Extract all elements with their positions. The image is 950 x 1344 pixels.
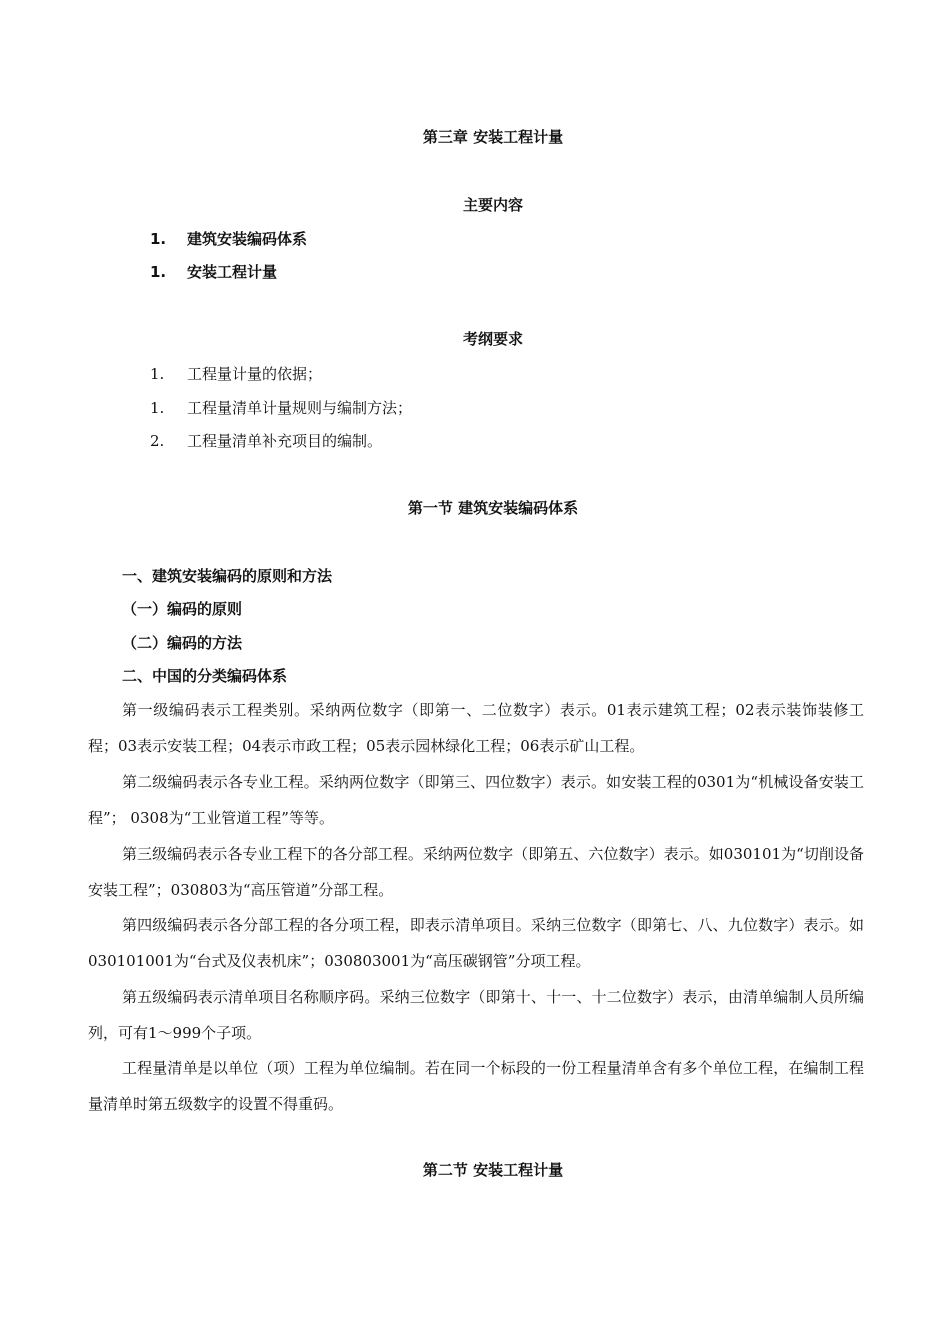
main-content-item: [150, 229, 307, 249]
list-number: 2.: [150, 432, 165, 450]
main-content-heading: 主要内容: [462, 196, 523, 214]
paragraph-level1: 第一级编码表示工程类别。采纳两位数字（即第一、二位数字）表示。01表示建筑工程；02表示装饰装修工程；03表示安装工程；04表示市政工程；05表示园林绿化工程；06表示矿山工程。: [88, 701, 864, 755]
paragraph-level3: 第三级编码表示各专业工程下的各分部工程。采纳两位数字（即第五、六位数字）表示。如030101为“切削设备安装工程”；030803为“高压管道”分部工程。: [88, 845, 864, 899]
list-number: 1.: [150, 263, 167, 281]
list-text: 安装工程计量: [187, 263, 278, 281]
section-heading-1: 一、建筑安装编码的原则和方法: [122, 567, 333, 585]
subheading-principles: （一）编码的原则: [122, 600, 243, 618]
subheading-methods: （二）编码的方法: [122, 634, 243, 652]
section-heading-2: 二、中国的分类编码体系: [122, 667, 288, 685]
list-number: 1.: [150, 399, 165, 417]
exam-requirements-heading: 考纲要求: [462, 330, 523, 348]
chapter-title: 第三章 安装工程计量: [422, 128, 564, 146]
exam-requirement-item: [150, 398, 412, 418]
section1-title: 第一节 建筑安装编码体系: [407, 499, 579, 517]
list-text: 工程量清单补充项目的编制。: [187, 432, 383, 450]
exam-requirement-item: [150, 431, 382, 451]
list-text: 工程量计量的依据；: [187, 365, 323, 383]
paragraph-level4: 第四级编码表示各分部工程的各分项工程，即表示清单项目。采纳三位数字（即第七、八、九位数字）表示。如030101001为“台式及仪表机床”；030803001为“高压碳钢管”分项工程。: [88, 916, 864, 970]
paragraph-level5: 第五级编码表示清单项目名称顺序码。采纳三位数字（即第十、十一、十二位数字）表示，由清单编制人员所编列，可有1～999个子项。: [88, 988, 864, 1042]
paragraph-unit-coding: 工程量清单是以单位（项）工程为单位编制。若在同一个标段的一份工程量清单含有多个单位工程，在编制工程量清单时第五级数字的设置不得重码。: [88, 1059, 864, 1113]
list-number: 1.: [150, 365, 165, 383]
list-text: 建筑安装编码体系: [187, 230, 308, 248]
paragraph-level2: 第二级编码表示各专业工程。采纳两位数字（即第三、四位数字）表示。如安装工程的0301为“机械设备安装工程”； 0308为“工业管道工程”等等。: [88, 773, 864, 827]
section2-title: 第二节 安装工程计量: [422, 1161, 564, 1179]
exam-requirement-item: [150, 364, 322, 384]
list-text: 工程量清单计量规则与编制方法；: [187, 399, 413, 417]
list-number: 1.: [150, 230, 167, 248]
main-content-item: [150, 262, 277, 282]
